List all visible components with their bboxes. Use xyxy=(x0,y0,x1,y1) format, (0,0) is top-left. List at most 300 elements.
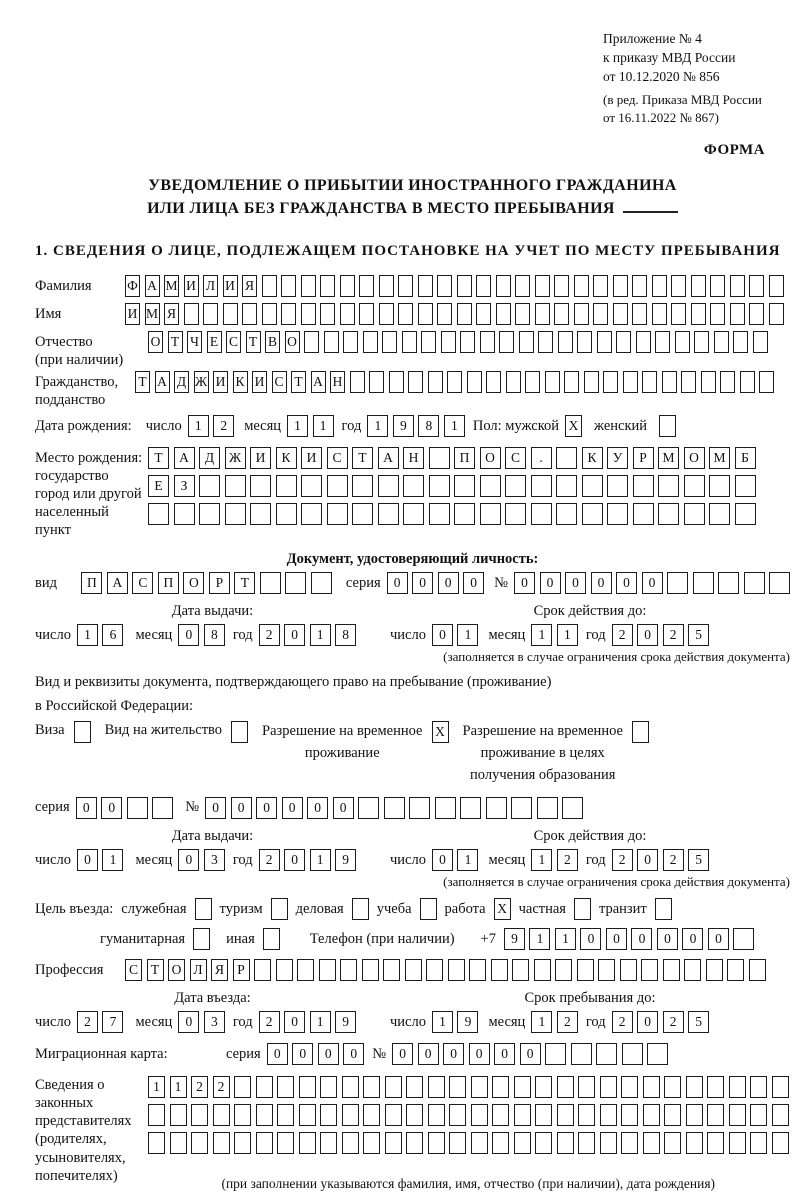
form-cell[interactable] xyxy=(467,371,482,393)
form-cell[interactable] xyxy=(693,572,714,594)
form-cell[interactable]: О xyxy=(183,572,204,594)
form-cell[interactable]: 0 xyxy=(307,797,328,819)
form-cell[interactable]: И xyxy=(213,371,228,393)
form-cell[interactable] xyxy=(454,503,475,525)
form-cell[interactable] xyxy=(607,503,628,525)
form-cell[interactable] xyxy=(170,1132,187,1154)
form-cell[interactable] xyxy=(496,275,511,297)
form-cell[interactable] xyxy=(582,475,603,497)
form-cell[interactable]: 0 xyxy=(637,1011,658,1033)
form-cell[interactable] xyxy=(363,1104,380,1126)
form-cell[interactable] xyxy=(636,331,651,353)
form-cell[interactable] xyxy=(538,331,553,353)
form-cell[interactable]: С xyxy=(125,959,142,981)
form-cell[interactable] xyxy=(658,475,679,497)
form-cell[interactable] xyxy=(686,1132,703,1154)
form-cell[interactable]: 1 xyxy=(287,415,308,437)
form-cell[interactable] xyxy=(441,331,456,353)
form-cell[interactable] xyxy=(378,475,399,497)
form-cell[interactable] xyxy=(327,503,348,525)
form-cell[interactable] xyxy=(406,1076,423,1098)
form-cell[interactable] xyxy=(607,475,628,497)
form-cell[interactable] xyxy=(277,1132,294,1154)
form-cell[interactable] xyxy=(691,275,706,297)
form-cell[interactable]: 8 xyxy=(418,415,439,437)
form-cell[interactable]: М xyxy=(658,447,679,469)
form-cell[interactable] xyxy=(613,303,628,325)
form-cell[interactable]: 0 xyxy=(580,928,601,950)
form-cell[interactable]: Ж xyxy=(225,447,246,469)
form-cell[interactable]: 3 xyxy=(204,1011,225,1033)
form-cell[interactable] xyxy=(525,371,540,393)
form-cell[interactable] xyxy=(428,1104,445,1126)
form-cell[interactable] xyxy=(449,1132,466,1154)
form-cell[interactable] xyxy=(505,475,526,497)
form-cell[interactable] xyxy=(460,331,475,353)
form-cell[interactable] xyxy=(213,1104,230,1126)
form-cell[interactable] xyxy=(730,303,745,325)
form-cell[interactable] xyxy=(555,959,572,981)
form-cell[interactable]: 5 xyxy=(688,1011,709,1033)
form-cell[interactable]: 0 xyxy=(520,1043,541,1065)
form-cell[interactable] xyxy=(556,447,577,469)
form-cell[interactable] xyxy=(733,331,748,353)
form-cell[interactable]: 1 xyxy=(457,624,478,646)
temp-residence-edu-checkbox[interactable] xyxy=(632,721,649,743)
form-cell[interactable] xyxy=(476,303,491,325)
form-cell[interactable] xyxy=(320,1132,337,1154)
form-cell[interactable]: А xyxy=(378,447,399,469)
form-cell[interactable] xyxy=(471,1104,488,1126)
form-cell[interactable]: Т xyxy=(148,447,169,469)
purpose-business-checkbox[interactable] xyxy=(352,898,369,920)
form-cell[interactable] xyxy=(643,1076,660,1098)
form-cell[interactable]: 9 xyxy=(504,928,525,950)
form-cell[interactable]: П xyxy=(81,572,102,594)
form-cell[interactable] xyxy=(556,475,577,497)
form-cell[interactable]: 0 xyxy=(438,572,459,594)
form-cell[interactable] xyxy=(311,572,332,594)
form-cell[interactable] xyxy=(632,275,647,297)
form-cell[interactable]: Р xyxy=(233,959,250,981)
form-cell[interactable]: 0 xyxy=(77,849,98,871)
form-cell[interactable] xyxy=(379,303,394,325)
form-cell[interactable] xyxy=(621,1104,638,1126)
form-cell[interactable] xyxy=(727,959,744,981)
form-cell[interactable]: Т xyxy=(291,371,306,393)
form-cell[interactable]: З xyxy=(174,475,195,497)
form-cell[interactable] xyxy=(578,1104,595,1126)
form-cell[interactable] xyxy=(710,275,725,297)
form-cell[interactable] xyxy=(384,797,405,819)
form-cell[interactable] xyxy=(730,275,745,297)
form-cell[interactable] xyxy=(277,1076,294,1098)
form-cell[interactable] xyxy=(340,959,357,981)
form-cell[interactable]: 2 xyxy=(259,624,280,646)
form-cell[interactable]: И xyxy=(252,371,267,393)
form-cell[interactable] xyxy=(578,1076,595,1098)
form-cell[interactable] xyxy=(299,1132,316,1154)
form-cell[interactable]: О xyxy=(285,331,300,353)
form-cell[interactable]: 0 xyxy=(432,849,453,871)
form-cell[interactable] xyxy=(320,275,335,297)
form-cell[interactable] xyxy=(320,1076,337,1098)
form-cell[interactable] xyxy=(299,1076,316,1098)
form-cell[interactable] xyxy=(514,1104,531,1126)
form-cell[interactable] xyxy=(304,331,319,353)
form-cell[interactable] xyxy=(418,303,433,325)
form-cell[interactable] xyxy=(512,959,529,981)
form-cell[interactable]: 1 xyxy=(457,849,478,871)
form-cell[interactable] xyxy=(647,1043,668,1065)
form-cell[interactable] xyxy=(320,303,335,325)
form-cell[interactable] xyxy=(714,331,729,353)
form-cell[interactable]: У xyxy=(607,447,628,469)
temp-residence-checkbox[interactable]: X xyxy=(432,721,449,743)
form-cell[interactable] xyxy=(535,1076,552,1098)
form-cell[interactable]: 0 xyxy=(282,797,303,819)
form-cell[interactable] xyxy=(557,1104,574,1126)
form-cell[interactable] xyxy=(667,572,688,594)
form-cell[interactable] xyxy=(744,572,765,594)
form-cell[interactable] xyxy=(421,331,436,353)
form-cell[interactable] xyxy=(449,1076,466,1098)
form-cell[interactable] xyxy=(256,1104,273,1126)
form-cell[interactable] xyxy=(352,475,373,497)
form-cell[interactable] xyxy=(733,928,754,950)
form-cell[interactable]: 7 xyxy=(102,1011,123,1033)
form-cell[interactable]: 2 xyxy=(191,1076,208,1098)
form-cell[interactable] xyxy=(340,303,355,325)
form-cell[interactable] xyxy=(491,959,508,981)
form-cell[interactable] xyxy=(486,797,507,819)
form-cell[interactable] xyxy=(664,1104,681,1126)
form-cell[interactable]: 0 xyxy=(637,849,658,871)
form-cell[interactable]: Б xyxy=(735,447,756,469)
form-cell[interactable] xyxy=(276,475,297,497)
form-cell[interactable]: Т xyxy=(168,331,183,353)
form-cell[interactable] xyxy=(276,503,297,525)
form-cell[interactable]: 1 xyxy=(313,415,334,437)
form-cell[interactable]: И xyxy=(184,275,199,297)
form-cell[interactable] xyxy=(127,797,148,819)
form-cell[interactable] xyxy=(363,331,378,353)
form-cell[interactable] xyxy=(277,1104,294,1126)
form-cell[interactable] xyxy=(750,1132,767,1154)
form-cell[interactable]: 9 xyxy=(335,849,356,871)
form-cell[interactable] xyxy=(515,303,530,325)
form-cell[interactable] xyxy=(623,371,638,393)
form-cell[interactable] xyxy=(662,371,677,393)
form-cell[interactable]: 0 xyxy=(256,797,277,819)
form-cell[interactable]: 0 xyxy=(267,1043,288,1065)
form-cell[interactable] xyxy=(578,1132,595,1154)
form-cell[interactable] xyxy=(506,371,521,393)
form-cell[interactable] xyxy=(213,1132,230,1154)
form-cell[interactable] xyxy=(642,371,657,393)
form-cell[interactable] xyxy=(398,275,413,297)
form-cell[interactable] xyxy=(385,1076,402,1098)
form-cell[interactable] xyxy=(709,503,730,525)
form-cell[interactable] xyxy=(535,303,550,325)
form-cell[interactable] xyxy=(749,275,764,297)
form-cell[interactable]: 1 xyxy=(310,624,331,646)
form-cell[interactable]: 2 xyxy=(612,624,633,646)
form-cell[interactable] xyxy=(772,1132,789,1154)
form-cell[interactable]: 1 xyxy=(531,849,552,871)
form-cell[interactable]: О xyxy=(168,959,185,981)
form-cell[interactable] xyxy=(256,1132,273,1154)
form-cell[interactable]: Р xyxy=(633,447,654,469)
form-cell[interactable] xyxy=(301,303,316,325)
form-cell[interactable]: С xyxy=(272,371,287,393)
form-cell[interactable] xyxy=(428,1132,445,1154)
form-cell[interactable]: 2 xyxy=(557,1011,578,1033)
form-cell[interactable] xyxy=(633,475,654,497)
purpose-private-checkbox[interactable] xyxy=(574,898,591,920)
form-cell[interactable]: С xyxy=(226,331,241,353)
form-cell[interactable]: С xyxy=(327,447,348,469)
form-cell[interactable] xyxy=(437,303,452,325)
form-cell[interactable] xyxy=(720,371,735,393)
form-cell[interactable] xyxy=(199,503,220,525)
form-cell[interactable] xyxy=(554,303,569,325)
form-cell[interactable] xyxy=(301,475,322,497)
form-cell[interactable] xyxy=(385,1104,402,1126)
form-cell[interactable] xyxy=(554,275,569,297)
form-cell[interactable] xyxy=(492,1132,509,1154)
form-cell[interactable] xyxy=(359,303,374,325)
form-cell[interactable] xyxy=(409,797,430,819)
purpose-tourism-checkbox[interactable] xyxy=(271,898,288,920)
form-cell[interactable] xyxy=(729,1076,746,1098)
form-cell[interactable] xyxy=(633,503,654,525)
form-cell[interactable] xyxy=(319,959,336,981)
form-cell[interactable]: Т xyxy=(352,447,373,469)
form-cell[interactable] xyxy=(596,1043,617,1065)
form-cell[interactable] xyxy=(385,1132,402,1154)
form-cell[interactable]: 2 xyxy=(259,1011,280,1033)
form-cell[interactable]: 1 xyxy=(529,928,550,950)
form-cell[interactable] xyxy=(750,1076,767,1098)
form-cell[interactable] xyxy=(428,1076,445,1098)
form-cell[interactable] xyxy=(621,1076,638,1098)
form-cell[interactable] xyxy=(242,303,257,325)
form-cell[interactable] xyxy=(557,1076,574,1098)
form-cell[interactable] xyxy=(389,371,404,393)
form-cell[interactable] xyxy=(435,797,456,819)
form-cell[interactable] xyxy=(652,303,667,325)
form-cell[interactable] xyxy=(684,959,701,981)
form-cell[interactable] xyxy=(535,1132,552,1154)
form-cell[interactable] xyxy=(471,1132,488,1154)
form-cell[interactable]: Я xyxy=(242,275,257,297)
form-cell[interactable] xyxy=(342,1076,359,1098)
form-cell[interactable] xyxy=(684,475,705,497)
form-cell[interactable]: К xyxy=(233,371,248,393)
form-cell[interactable] xyxy=(694,331,709,353)
form-cell[interactable]: 0 xyxy=(469,1043,490,1065)
form-cell[interactable]: 1 xyxy=(531,624,552,646)
form-cell[interactable]: А xyxy=(107,572,128,594)
form-cell[interactable]: 2 xyxy=(213,415,234,437)
form-cell[interactable] xyxy=(460,797,481,819)
form-cell[interactable] xyxy=(691,303,706,325)
form-cell[interactable] xyxy=(250,503,271,525)
form-cell[interactable]: 2 xyxy=(612,849,633,871)
form-cell[interactable]: 0 xyxy=(284,624,305,646)
form-cell[interactable]: Д xyxy=(199,447,220,469)
form-cell[interactable] xyxy=(577,331,592,353)
form-cell[interactable] xyxy=(363,1132,380,1154)
purpose-official-checkbox[interactable] xyxy=(195,898,212,920)
form-cell[interactable] xyxy=(658,503,679,525)
form-cell[interactable]: 1 xyxy=(170,1076,187,1098)
form-cell[interactable] xyxy=(769,303,784,325)
form-cell[interactable] xyxy=(671,303,686,325)
form-cell[interactable]: О xyxy=(684,447,705,469)
form-cell[interactable] xyxy=(718,572,739,594)
form-cell[interactable] xyxy=(327,475,348,497)
form-cell[interactable]: 9 xyxy=(393,415,414,437)
form-cell[interactable]: 0 xyxy=(591,572,612,594)
form-cell[interactable] xyxy=(749,303,764,325)
form-cell[interactable] xyxy=(709,475,730,497)
form-cell[interactable] xyxy=(740,371,755,393)
form-cell[interactable]: 1 xyxy=(77,624,98,646)
form-cell[interactable]: 2 xyxy=(612,1011,633,1033)
form-cell[interactable] xyxy=(707,1076,724,1098)
form-cell[interactable] xyxy=(254,959,271,981)
form-cell[interactable] xyxy=(582,503,603,525)
form-cell[interactable] xyxy=(769,572,790,594)
form-cell[interactable] xyxy=(598,959,615,981)
form-cell[interactable]: 0 xyxy=(292,1043,313,1065)
form-cell[interactable]: О xyxy=(148,331,163,353)
form-cell[interactable] xyxy=(398,303,413,325)
form-cell[interactable] xyxy=(750,1104,767,1126)
form-cell[interactable] xyxy=(324,331,339,353)
form-cell[interactable] xyxy=(557,1132,574,1154)
form-cell[interactable]: 0 xyxy=(682,928,703,950)
form-cell[interactable]: М xyxy=(164,275,179,297)
form-cell[interactable]: Я xyxy=(164,303,179,325)
form-cell[interactable] xyxy=(403,503,424,525)
form-cell[interactable] xyxy=(486,371,501,393)
form-cell[interactable] xyxy=(735,475,756,497)
form-cell[interactable]: 0 xyxy=(76,797,97,819)
form-cell[interactable]: 0 xyxy=(657,928,678,950)
form-cell[interactable]: Е xyxy=(148,475,169,497)
form-cell[interactable] xyxy=(492,1104,509,1126)
form-cell[interactable] xyxy=(593,275,608,297)
form-cell[interactable] xyxy=(622,1043,643,1065)
form-cell[interactable] xyxy=(710,303,725,325)
form-cell[interactable] xyxy=(706,959,723,981)
form-cell[interactable]: 6 xyxy=(102,624,123,646)
form-cell[interactable]: 0 xyxy=(178,849,199,871)
form-cell[interactable] xyxy=(408,371,423,393)
form-cell[interactable] xyxy=(519,331,534,353)
form-cell[interactable] xyxy=(447,371,462,393)
form-cell[interactable]: 0 xyxy=(432,624,453,646)
form-cell[interactable] xyxy=(234,1076,251,1098)
form-cell[interactable] xyxy=(405,959,422,981)
form-cell[interactable] xyxy=(505,503,526,525)
form-cell[interactable]: Т xyxy=(147,959,164,981)
form-cell[interactable] xyxy=(643,1104,660,1126)
form-cell[interactable] xyxy=(729,1104,746,1126)
form-cell[interactable] xyxy=(152,797,173,819)
form-cell[interactable] xyxy=(664,1132,681,1154)
form-cell[interactable]: 9 xyxy=(335,1011,356,1033)
form-cell[interactable] xyxy=(471,1076,488,1098)
form-cell[interactable] xyxy=(675,331,690,353)
form-cell[interactable] xyxy=(480,503,501,525)
form-cell[interactable]: 0 xyxy=(540,572,561,594)
form-cell[interactable]: Ч xyxy=(187,331,202,353)
form-cell[interactable]: 0 xyxy=(231,797,252,819)
form-cell[interactable] xyxy=(600,1104,617,1126)
form-cell[interactable]: 0 xyxy=(708,928,729,950)
form-cell[interactable]: 0 xyxy=(101,797,122,819)
form-cell[interactable] xyxy=(457,275,472,297)
form-cell[interactable] xyxy=(403,475,424,497)
form-cell[interactable] xyxy=(514,1132,531,1154)
form-cell[interactable] xyxy=(358,797,379,819)
form-cell[interactable]: 0 xyxy=(642,572,663,594)
form-cell[interactable] xyxy=(537,797,558,819)
form-cell[interactable]: Я xyxy=(211,959,228,981)
form-cell[interactable] xyxy=(362,959,379,981)
form-cell[interactable] xyxy=(225,503,246,525)
form-cell[interactable]: 0 xyxy=(443,1043,464,1065)
form-cell[interactable]: В xyxy=(265,331,280,353)
form-cell[interactable]: 0 xyxy=(418,1043,439,1065)
form-cell[interactable]: 5 xyxy=(688,624,709,646)
form-cell[interactable]: А xyxy=(174,447,195,469)
form-cell[interactable]: Л xyxy=(203,275,218,297)
form-cell[interactable] xyxy=(515,275,530,297)
form-cell[interactable] xyxy=(671,275,686,297)
form-cell[interactable] xyxy=(437,275,452,297)
purpose-other-checkbox[interactable] xyxy=(263,928,280,950)
form-cell[interactable]: 5 xyxy=(688,849,709,871)
form-cell[interactable] xyxy=(684,503,705,525)
form-cell[interactable] xyxy=(429,475,450,497)
form-cell[interactable] xyxy=(643,1132,660,1154)
form-cell[interactable] xyxy=(299,1104,316,1126)
form-cell[interactable] xyxy=(574,303,589,325)
form-cell[interactable]: С xyxy=(505,447,526,469)
form-cell[interactable]: Т xyxy=(234,572,255,594)
form-cell[interactable] xyxy=(616,331,631,353)
form-cell[interactable]: К xyxy=(582,447,603,469)
form-cell[interactable]: 0 xyxy=(514,572,535,594)
form-cell[interactable]: 2 xyxy=(259,849,280,871)
form-cell[interactable] xyxy=(562,797,583,819)
form-cell[interactable]: 8 xyxy=(335,624,356,646)
form-cell[interactable] xyxy=(574,275,589,297)
form-cell[interactable] xyxy=(534,959,551,981)
form-cell[interactable] xyxy=(406,1132,423,1154)
form-cell[interactable]: 1 xyxy=(555,928,576,950)
form-cell[interactable] xyxy=(297,959,314,981)
form-cell[interactable]: 1 xyxy=(432,1011,453,1033)
form-cell[interactable] xyxy=(256,1076,273,1098)
form-cell[interactable]: 0 xyxy=(284,1011,305,1033)
form-cell[interactable] xyxy=(620,959,637,981)
